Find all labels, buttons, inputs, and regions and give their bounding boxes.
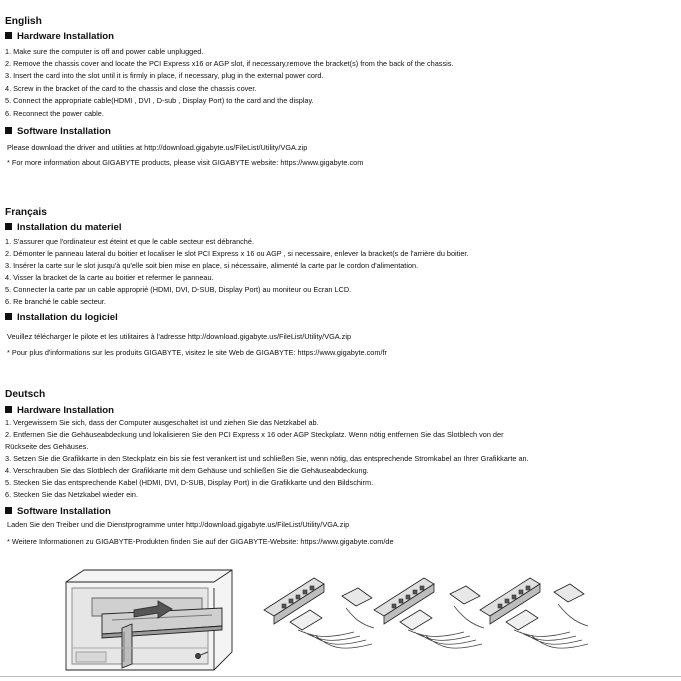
step-line: 5. Stecken Sie das entsprechende Kabel (HDMI, DVI, D-SUB, Display Port) in die Grafikkarte und den Bildschirm. (5, 478, 374, 487)
power-connector-illustration (372, 574, 490, 662)
bullet-square-icon (5, 406, 12, 413)
website-note: * Weitere Informationen zu GIGABYTE-Produkten finden Sie auf der GIGABYTE-Website: https://www.gigabyte.com/de (7, 537, 394, 546)
software-heading-german (5, 506, 111, 517)
software-download-text: Please download the driver and utilities at http://download.gigabyte.us/FileList/Utility/VGA.zip (7, 143, 308, 152)
step-line: 3. Insert the card into the slot until it is firmly in place, if necessary, plug in the external power cord. (5, 71, 324, 80)
step-line: 2. Remove the chassis cover and locate the PCI Express x16 or AGP slot, if necessary,remove the bracket(s) from the back of the chassis. (5, 59, 454, 68)
software-download-text: Laden Sie den Treiber und die Dienstprogramme unter http://download.gigabyte.us/FileList/Utility/VGA.zip (7, 520, 350, 529)
hardware-title: Hardware Installation (17, 31, 115, 42)
software-download-text: Veuillez télécharger le pilote et les utilitaires à l'adresse http://download.gigabyte.us/FileList/Utility/VGA.zip (7, 332, 352, 341)
bullet-square-icon (5, 223, 12, 230)
hardware-title: Hardware Installation (17, 405, 115, 416)
step-line: 3. Insérer la carte sur le slot jusqu'à qu'elle soit bien mise en place, si nécessaire, alimenté la carte par le cordon d'alimentation. (5, 261, 419, 270)
step-line: 1. Make sure the computer is off and power cable unplugged. (5, 47, 204, 56)
hardware-heading-french (5, 222, 122, 233)
language-heading-english: English (5, 16, 42, 27)
software-title: Software Installation (17, 506, 111, 517)
step-line: Rückseite des Gehäuses. (5, 442, 89, 451)
software-heading-english (5, 126, 111, 137)
website-note: * Pour plus d'informations sur les produits GIGABYTE, visitez le site Web de GIGABYTE: https://www.gigabyte.com/fr (7, 348, 387, 357)
step-line: 1. S'assurer que l'ordinateur est éteint et que le cable secteur est débranché. (5, 237, 254, 246)
card-insertion-illustration (62, 568, 234, 672)
hardware-title: Installation du materiel (17, 222, 122, 233)
step-line: 5. Connect the appropriate cable(HDMI , DVI , D-sub , Display Port) to the card and the display. (5, 96, 314, 105)
hardware-heading-english (5, 31, 114, 42)
software-title: Installation du logiciel (17, 312, 118, 323)
software-title: Software Installation (17, 126, 111, 137)
power-connector-illustration (262, 574, 380, 662)
step-line: 2. Entfernen Sie die Gehäuseabdeckung und lokalisieren Sie den PCI Express x 16 oder AGP Steckplatz. Wenn nötig entfernen Sie das Slotblech von der (5, 430, 504, 439)
language-heading-french: Français (5, 207, 47, 218)
step-line: 1. Vergewissern Sie sich, dass der Computer ausgeschaltet ist und ziehen Sie das Netzkabel ab. (5, 418, 319, 427)
step-line: 2. Démonter le panneau lateral du boitier et localiser le slot PCI Express x 16 ou AGP , si necessaire, enlever la bracket(s de l'arrière du boitier. (5, 249, 469, 258)
step-line: 6. Reconnect the power cable. (5, 109, 104, 118)
bottom-rule (0, 676, 681, 677)
step-line: 4. Verschrauben Sie das Slotblech der Grafikkarte mit dem Gehäuse und schließen Sie die Gehäuseabdeckung. (5, 466, 369, 475)
bullet-square-icon (5, 32, 12, 39)
power-connector-illustration (478, 574, 596, 662)
step-line: 6. Re branché le cable secteur. (5, 297, 106, 306)
language-heading-german: Deutsch (5, 389, 46, 400)
hardware-heading-german (5, 405, 114, 416)
bullet-square-icon (5, 507, 12, 514)
software-heading-french (5, 312, 118, 323)
step-line: 4. Screw in the bracket of the card to the chassis and close the chassis cover. (5, 84, 257, 93)
website-note: * For more information about GIGABYTE products, please visit GIGABYTE website: https://www.gigabyte.com (7, 158, 364, 167)
bullet-square-icon (5, 127, 12, 134)
step-line: 3. Setzen Sie die Grafikkarte in den Steckplatz ein bis sie fest verankert ist und schließen Sie, wenn nötig, das entsprechende Stromkabel an Ihrer Grafikkarte an. (5, 454, 529, 463)
step-line: 6. Stecken Sie das Netzkabel wieder ein. (5, 490, 139, 499)
bullet-square-icon (5, 313, 12, 320)
step-line: 4. Visser la bracket de la carte au boitier et refermer le panneau. (5, 273, 214, 282)
step-line: 5. Connecter la carte par un cable approprié (HDMI, DVI, D-SUB, Display Port) au moniteur ou Ecran LCD. (5, 285, 352, 294)
